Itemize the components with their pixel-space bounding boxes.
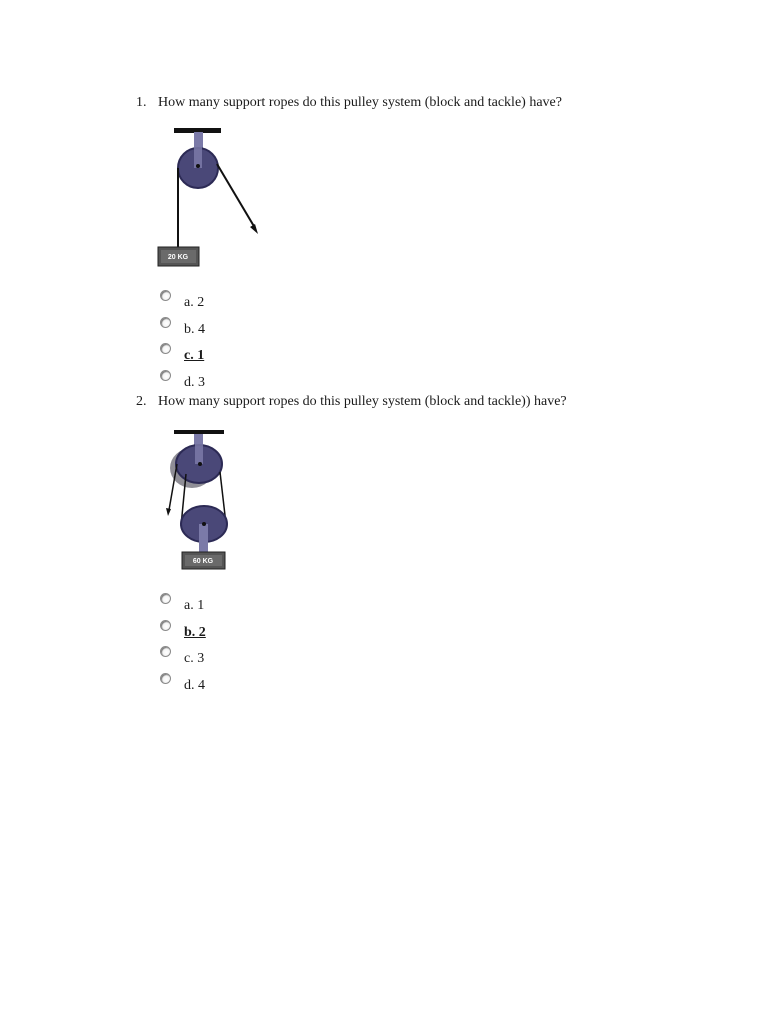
radio-button[interactable] <box>160 370 171 381</box>
option-label: a. 1 <box>184 598 205 613</box>
radio-button[interactable] <box>160 673 171 684</box>
radio-button[interactable] <box>160 646 171 657</box>
option-label: d. 4 <box>184 678 205 694</box>
single-pulley-diagram <box>156 124 262 268</box>
radio-button[interactable] <box>160 343 171 354</box>
upper-pulley-hub <box>198 462 202 466</box>
question-prompt: How many support ropes do this pulley system (block and tackle)) have? <box>158 394 567 409</box>
option-label-correct: b. 2 <box>184 624 206 640</box>
radio-button[interactable] <box>160 317 171 328</box>
weight-label: 20 KG <box>167 254 189 261</box>
question-prompt: How many support ropes do this pulley system (block and tackle) have? <box>158 95 562 110</box>
radio-button[interactable] <box>160 620 171 631</box>
pulley-hub <box>196 164 200 168</box>
ceiling-beam <box>174 430 224 434</box>
lower-pulley-mount <box>199 524 208 552</box>
option-label: d. 3 <box>184 375 205 391</box>
pulley-axle <box>194 133 202 168</box>
option-label-correct: c. 1 <box>184 348 205 364</box>
pull-rope <box>217 164 255 228</box>
lower-pulley-hub <box>202 522 206 526</box>
weight-label: 60 KG <box>192 558 214 565</box>
pull-arrowhead <box>166 508 171 516</box>
radio-button[interactable] <box>160 290 171 301</box>
block-and-tackle-diagram <box>156 426 236 572</box>
option-label: b. 4 <box>184 321 205 337</box>
question-2-text <box>136 394 567 410</box>
option-label: a. 2 <box>184 295 205 310</box>
option-label: c. 3 <box>184 651 205 667</box>
question-1-text <box>136 95 562 111</box>
question-number: 2. <box>136 394 147 409</box>
radio-button[interactable] <box>160 593 171 604</box>
question-number: 1. <box>136 95 147 110</box>
pull-arrowhead <box>250 224 258 234</box>
